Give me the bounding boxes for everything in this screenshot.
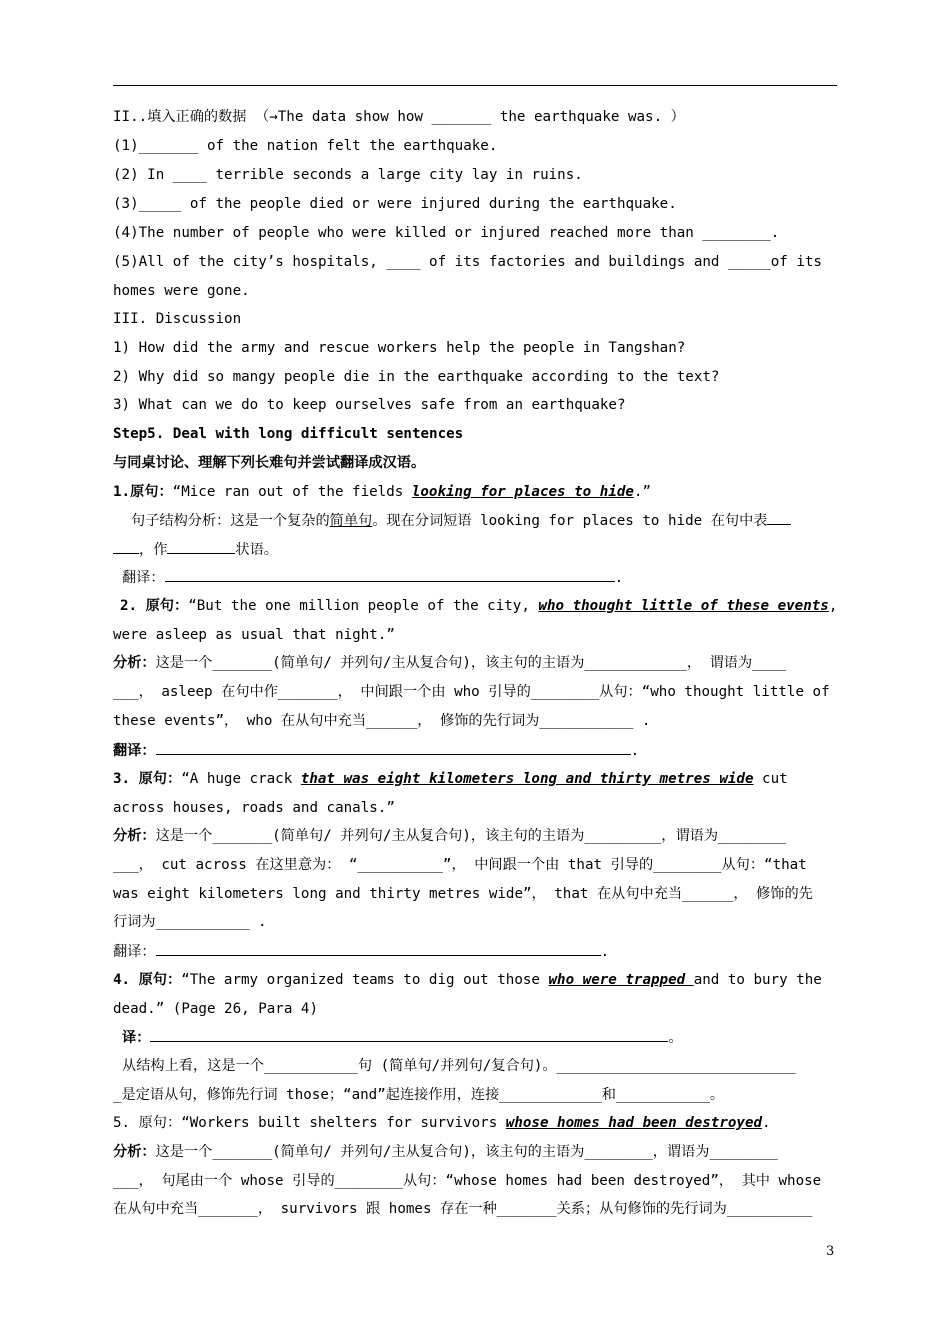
header-rule: [113, 85, 837, 86]
q5-sentence: [113, 1113, 837, 1133]
q1-analysis: [131, 510, 837, 531]
q3-open: “A huge crack: [181, 771, 301, 787]
q1-close: .”: [633, 484, 652, 500]
blank: [156, 740, 631, 755]
discussion-question: 3) What can we do to keep ourselves safe from an earthquake?: [113, 397, 626, 413]
q3-an-label: 分析：: [113, 828, 156, 844]
fill-item: (5)All of the city’s hospitals, ____ of its factories and buildings and _____of its: [113, 254, 822, 270]
q4-sentence-2: dead.” (Page 26, Para 4): [113, 1001, 318, 1017]
step5-instruction: 与同桌讨论、理解下列长难句并尝试翻译成汉语。: [113, 455, 426, 471]
q5-analysis-2: ___， 句尾由一个 whose 引导的________从句：“whose homes had been destroyed”， 其中 whose: [113, 1173, 822, 1189]
q3-analysis-3: was eight kilometers long and thirty metres wide”， that 在从句中充当______， 修饰的先: [113, 886, 813, 902]
q3-translation: 翻译： .: [113, 941, 837, 962]
q1-analysis-a: 句子结构分析：这是一个复杂的: [131, 513, 330, 529]
q4-translation: 译： 。: [122, 1027, 846, 1048]
q2-an-label: 分析：: [113, 655, 156, 671]
q5-analysis-3: 在从句中充当_______， survivors 跟 homes 存在一种_______关系；从句修饰的先行词为__________: [113, 1201, 813, 1217]
fill-item: (4)The number of people who were killed or injured reached more than ________.: [113, 225, 780, 241]
discussion-question: 2) Why did so mangy people die in the earthquake according to the text?: [113, 369, 720, 385]
q3-label: 3. 原句：: [113, 771, 182, 787]
q5-an-label: 分析：: [113, 1144, 156, 1160]
q3-italic: that was eight kilometers long and thirty metres wide: [300, 771, 754, 787]
q1-label: 1.原句：: [113, 484, 173, 500]
q1-analysis-c: ，作: [139, 542, 168, 558]
q3-analysis-4: 行词为___________ .: [113, 914, 267, 930]
step5-title: Step5. Deal with long difficult sentences: [113, 426, 464, 442]
q4-italic: who were trapped: [548, 972, 694, 988]
q1-open: “Mice ran out of the fields: [172, 484, 412, 500]
blank: [167, 539, 235, 554]
q2-sentence: [120, 596, 837, 616]
q4-structure-1: 从结构上看，这是一个___________句 (简单句/并列句/复合句)。____________________________: [122, 1058, 796, 1074]
q1-analysis-underlined: 简单句: [329, 513, 373, 529]
q3-analysis-2: ___， cut across 在这里意为： “__________”， 中间跟一个由 that 引导的________从句：“that: [113, 857, 807, 873]
q5-analysis-1: [113, 1142, 837, 1162]
q2-an1: 这是一个_______(简单句/ 并列句/主从复合句)，该主句的主语为____________， 谓语为____: [155, 655, 787, 671]
q5-an1: 这是一个_______(简单句/ 并列句/主从复合句)，该主句的主语为________，谓语为________: [155, 1144, 778, 1160]
q2-analysis-2: ___， asleep 在句中作_______， 中间跟一个由 who 引导的________从句：“who thought little of: [113, 684, 830, 700]
q1-analysis-d: 状语。: [235, 542, 278, 558]
q2-italic: who thought little of these events: [538, 598, 829, 614]
q3-an1: 这是一个_______(简单句/ 并列句/主从复合句)，该主句的主语为_________，谓语为________: [155, 828, 787, 844]
q3-sentence: [113, 769, 837, 789]
fill-item: homes were gone.: [113, 283, 250, 299]
q4-label: 4. 原句：: [113, 972, 182, 988]
q5-label: 5. 原句：: [113, 1115, 182, 1131]
q5-open: “Workers built shelters for survivors: [181, 1115, 506, 1131]
q2-close: ,: [828, 598, 837, 614]
q2-analysis-1: [113, 653, 837, 673]
q4-sentence: [113, 970, 837, 990]
q4-trans-label: 译：: [122, 1030, 151, 1046]
q1-trans-label: 翻译：: [122, 570, 165, 586]
q3-analysis-1: [113, 826, 837, 846]
q3-close: cut: [753, 771, 788, 787]
q1-analysis-b: 。现在分词短语 looking for places to hide 在句中表: [372, 513, 768, 529]
q4-open: “The army organized teams to dig out those: [181, 972, 549, 988]
q5-close: .: [762, 1115, 771, 1131]
fill-item: (2) In ____ terrible seconds a large city lay in ruins.: [113, 167, 583, 183]
blank: [165, 567, 615, 582]
q4-structure-2: _是定语从句，修饰先行词 those；“and”起连接作用，连接____________和___________。: [113, 1087, 725, 1103]
page-number: 3: [826, 1244, 835, 1259]
q1-italic: looking for places to hide: [411, 484, 634, 500]
blank: [767, 510, 791, 525]
discussion-question: 1) How did the army and rescue workers help the people in Tangshan?: [113, 340, 686, 356]
q2-label: 2. 原句：: [120, 598, 189, 614]
q3-sentence-2: across houses, roads and canals.”: [113, 800, 395, 816]
q2-translation: 翻译： .: [113, 740, 837, 761]
fill-item: (3)_____ of the people died or were injured during the earthquake.: [113, 196, 677, 212]
section3-title: III. Discussion: [113, 311, 242, 327]
q2-trans-label: 翻译：: [113, 743, 156, 759]
fill-item: (1)_______ of the nation felt the earthquake.: [113, 138, 498, 154]
q3-trans-label: 翻译：: [113, 944, 156, 960]
q1-analysis-2: [113, 539, 837, 560]
q1-sentence: [113, 482, 837, 502]
blank: [156, 941, 601, 956]
blank: [150, 1027, 668, 1042]
blank: [113, 539, 139, 554]
q2-analysis-3: these events”， who 在从句中充当______， 修饰的先行词为___________ .: [113, 713, 651, 729]
q5-italic: whose homes had been destroyed: [505, 1115, 763, 1131]
section2-title: II..填入正确的数据 （→The data show how _______ the earthquake was. ）: [113, 109, 685, 125]
q2-sentence-2: were asleep as usual that night.”: [113, 627, 395, 643]
q2-open: “But the one million people of the city,: [188, 598, 539, 614]
q1-translation: 翻译： .: [122, 567, 846, 588]
q4-close: and to bury the: [693, 972, 822, 988]
